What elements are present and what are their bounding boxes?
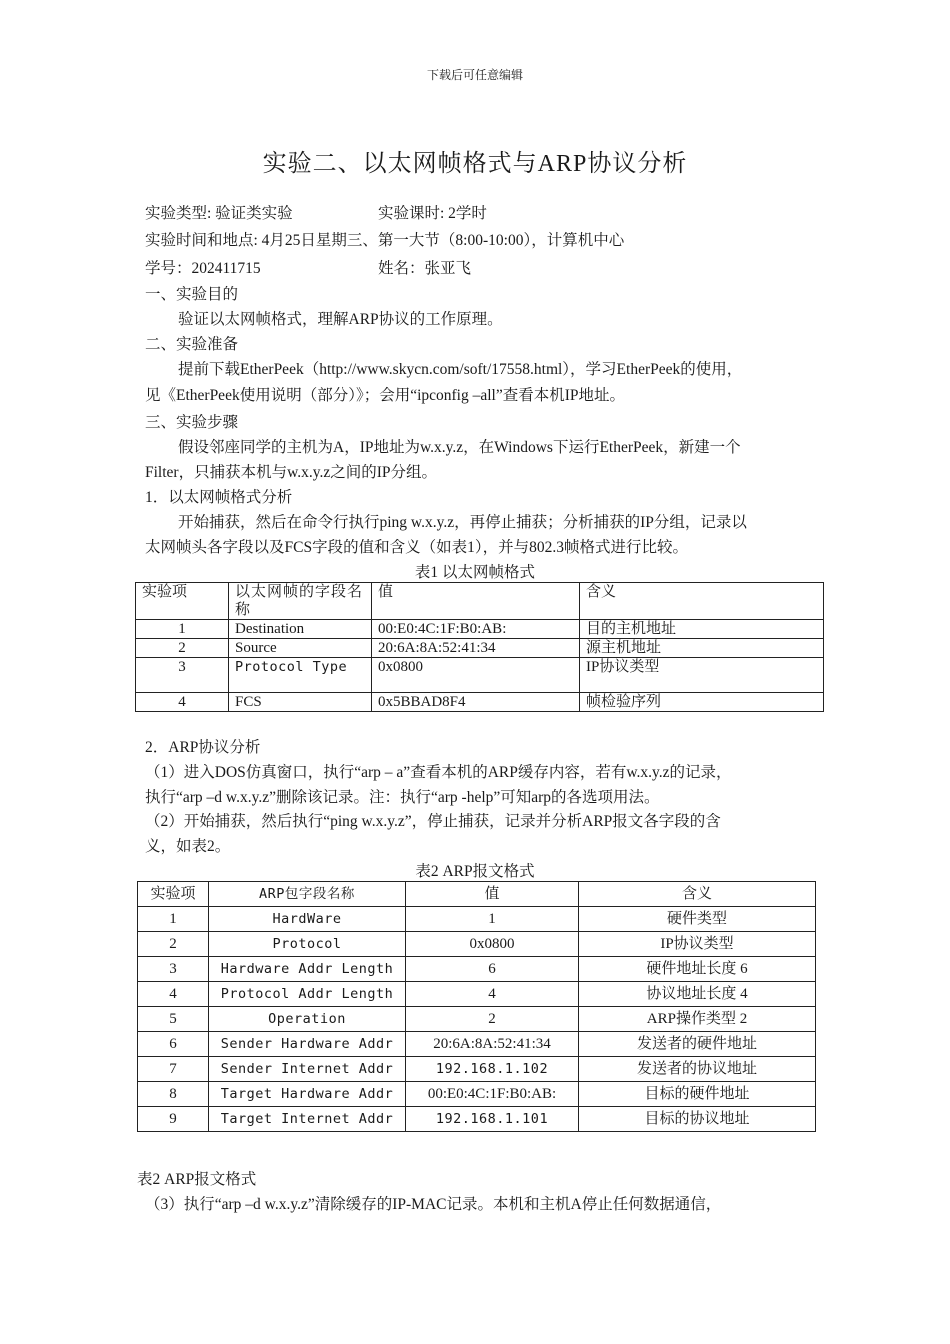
cell-value: 0x0800 [372,658,580,693]
table-row [138,957,816,982]
cell-field: Protocol [209,932,406,957]
cell-value: 00:E0:4C:1F:B0:AB: [372,620,580,639]
cell-index: 9 [138,1107,209,1132]
table-1-caption: 表1 以太网帧格式 [414,564,536,581]
cell-meaning: 帧检验序列 [580,693,824,712]
cell-meaning: 硬件地址长度 6 [579,957,816,982]
table-row [136,620,824,639]
section-2-body-1: 提前下载EtherPeek（http://www.skycn.com/soft/17558.html），学习EtherPeek的使用， [178,361,743,378]
section-2-body-2: 见《EtherPeek使用说明（部分）》；会用“ipconfig –all”查看本机IP地址。 [145,387,626,404]
step-1-title: 1．以太网帧格式分析 [145,489,293,506]
section-1-title: 一、实验目的 [145,286,239,303]
cell-meaning: 目标的协议地址 [579,1107,816,1132]
table-row [138,1107,816,1132]
header-cell: 含义 [579,882,816,907]
cell-meaning: 发送者的协议地址 [579,1057,816,1082]
page-header: 下载后可任意编辑 [426,68,523,82]
cell-meaning: 源主机地址 [580,639,824,658]
cell-value: 0x0800 [406,932,579,957]
cell-field: Sender Hardware Addr [209,1032,406,1057]
cell-meaning: 硬件类型 [579,907,816,932]
cell-index: 4 [136,693,229,712]
cell-field: Sender Internet Addr [209,1057,406,1082]
step-2-para-1-line-2: 执行“arp –d w.x.y.z”删除该记录。注：执行“arp -help”可知arp的各选项用法。 [145,789,660,806]
header-cell: ARP包字段名称 [209,882,406,907]
table-2-trailing-caption: 表2 ARP报文格式 [137,1171,257,1188]
cell-index: 3 [136,658,229,693]
cell-meaning: IP协议类型 [580,658,824,693]
cell-index: 8 [138,1082,209,1107]
cell-value: 192.168.1.101 [406,1107,579,1132]
experiment-time-place: 实验时间和地点: 4月25日星期三、第一大节（8:00-10:00），计算机中心 [145,232,625,249]
cell-meaning: 发送者的硬件地址 [579,1032,816,1057]
table-row [138,982,816,1007]
step-2-title: 2．ARP协议分析 [145,739,261,756]
cell-value: 0x5BBAD8F4 [372,693,580,712]
cell-value: 20:6A:8A:52:41:34 [406,1032,579,1057]
section-2-title: 二、实验准备 [145,336,239,353]
section-3-title: 三、实验步骤 [145,414,239,431]
header-cell: 以太网帧的字段名称 [229,583,372,620]
step-2-para-2-line-1: （2）开始捕获，然后执行“ping w.x.y.z”，停止捕获，记录并分析ARP报文各字段的含 [145,813,721,830]
table-row [136,693,824,712]
cell-value: 2 [406,1007,579,1032]
cell-meaning: ARP操作类型 2 [579,1007,816,1032]
step-2-para-2-line-2: 义，如表2。 [145,838,231,855]
header-cell: 值 [406,882,579,907]
cell-field: Protocol Addr Length [209,982,406,1007]
table-row [138,932,816,957]
header-cell: 值 [372,583,580,620]
arp-packet-table [137,881,816,1132]
cell-field: Source [229,639,372,658]
cell-index: 5 [138,1007,209,1032]
cell-meaning: IP协议类型 [579,932,816,957]
cell-index: 1 [136,620,229,639]
student-name: 姓名：张亚飞 [378,260,472,277]
section-3-body-2: Filter，只捕获本机与w.x.y.z之间的IP分组。 [145,464,438,481]
cell-meaning: 协议地址长度 4 [579,982,816,1007]
cell-index: 2 [138,932,209,957]
cell-value: 1 [406,907,579,932]
experiment-type: 实验类型: 验证类实验 [145,205,293,222]
table-2-caption: 表2 ARP报文格式 [415,863,535,880]
section-1-body: 验证以太网帧格式，理解ARP协议的工作原理。 [178,311,503,328]
cell-meaning: 目的主机地址 [580,620,824,639]
ethernet-frame-table [135,582,824,712]
cell-meaning: 目标的硬件地址 [579,1082,816,1107]
cell-value: 4 [406,982,579,1007]
step-1-body-2: 太网帧头各字段以及FCS字段的值和含义（如表1），并与802.3帧格式进行比较。 [145,539,688,556]
cell-field: HardWare [209,907,406,932]
step-2-para-1-line-1: （1）进入DOS仿真窗口，执行“arp – a”查看本机的ARP缓存内容，若有w.x.y.z的记录， [145,764,732,781]
table-row [138,907,816,932]
header-cell: 含义 [580,583,824,620]
step-2-para-3: （3）执行“arp –d w.x.y.z”清除缓存的IP-MAC记录。本机和主机A停止任何数据通信， [145,1196,722,1213]
table-header-row [136,583,824,620]
table-row [136,658,824,693]
cell-field: Hardware Addr Length [209,957,406,982]
cell-field: FCS [229,693,372,712]
table-row [138,1007,816,1032]
step-1-body-1: 开始捕获，然后在命令行执行ping w.x.y.z，再停止捕获；分析捕获的IP分组，记录以 [178,514,747,531]
cell-index: 4 [138,982,209,1007]
cell-field: Target Internet Addr [209,1107,406,1132]
cell-field: Operation [209,1007,406,1032]
cell-field: Protocol Type [229,658,372,693]
table-row [138,1082,816,1107]
header-cell: 实验项 [136,583,229,620]
cell-index: 2 [136,639,229,658]
table-row [136,639,824,658]
cell-field: Target Hardware Addr [209,1082,406,1107]
section-3-body-1: 假设邻座同学的主机为A，IP地址为w.x.y.z，在Windows下运行EtherPeek，新建一个 [178,439,741,456]
student-id: 学号：202411715 [145,260,261,277]
cell-value: 20:6A:8A:52:41:34 [372,639,580,658]
cell-value: 192.168.1.102 [406,1057,579,1082]
page-title: 实验二、以太网帧格式与ARP协议分析 [262,151,688,177]
experiment-hours: 实验课时: 2学时 [378,205,487,222]
header-cell: 实验项 [138,882,209,907]
cell-index: 3 [138,957,209,982]
cell-index: 6 [138,1032,209,1057]
cell-index: 1 [138,907,209,932]
cell-value: 00:E0:4C:1F:B0:AB: [406,1082,579,1107]
cell-index: 7 [138,1057,209,1082]
cell-value: 6 [406,957,579,982]
table-header-row [138,882,816,907]
cell-field: Destination [229,620,372,639]
table-row [138,1032,816,1057]
table-row [138,1057,816,1082]
